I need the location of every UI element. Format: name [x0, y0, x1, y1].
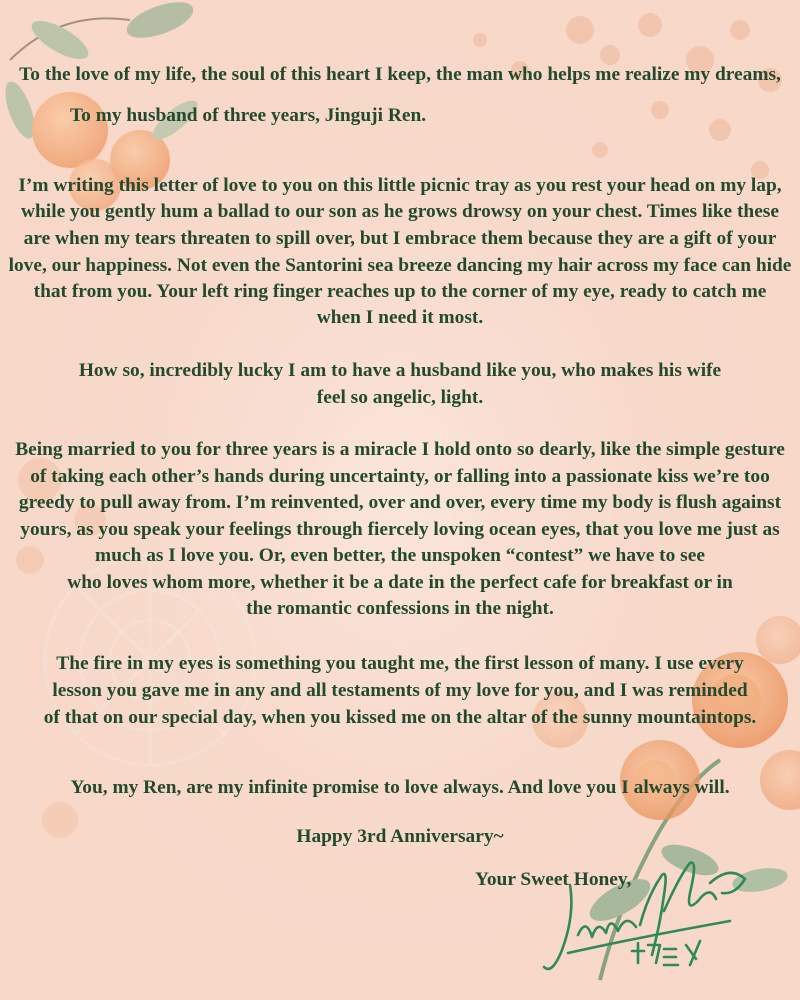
paragraph-1-line-1: I’m writing this letter of love to you on this little picnic tray as you rest your head on my lap,	[18, 175, 782, 196]
paragraph-2-line-2: feel so angelic, light.	[316, 387, 484, 408]
paragraph-4-line-2: lesson you gave me in any and all testaments of my love for you, and I was reminded	[52, 680, 748, 701]
paragraph-3-line-6: who loves whom more, whether it be a date in the perfect cafe for breakfast or in	[67, 572, 733, 593]
paragraph-3-line-7: the romantic confessions in the night.	[246, 598, 554, 619]
salutation-line-1: To the love of my life, the soul of this heart I keep, the man who helps me realize my dreams,	[19, 64, 781, 85]
paragraph-1-line-4: love, our happiness. Not even the Santorini sea breeze dancing my hair across my face can hide	[8, 255, 792, 276]
paragraph-3-line-3: greedy to pull away from. I’m reinvented, over and over, every time my body is flush against	[18, 492, 782, 513]
paragraph-4-line-3: of that on our special day, when you kissed me on the altar of the sunny mountaintops.	[43, 707, 757, 728]
paragraph-5-line-1: You, my Ren, are my infinite promise to love always. And love you I always will.	[70, 777, 730, 798]
paragraph-4-line-1: The fire in my eyes is something you taught me, the first lesson of many. I use every	[56, 653, 744, 674]
handwritten-signature	[540, 855, 750, 980]
paragraph-1-line-3: are when my tears threaten to spill over, but I embrace them because they are a gift of your	[23, 228, 777, 249]
salutation-line-2: To my husband of three years, Jinguji Ren.	[70, 105, 427, 126]
paragraph-3-line-1: Being married to you for three years is a miracle I hold onto so dearly, like the simple gesture	[15, 439, 785, 460]
paragraph-3-line-2: of taking each other’s hands during uncertainty, or falling into a passionate kiss we’re too	[30, 466, 770, 487]
closing-line: Happy 3rd Anniversary~	[296, 826, 504, 847]
paragraph-1-line-2: while you gently hum a ballad to our son as he grows drowsy on your chest. Times like these	[21, 201, 779, 222]
paragraph-3-line-4: yours, as you speak your feelings through fiercely loving ocean eyes, that you love me just as	[20, 519, 780, 540]
paragraph-3-line-5: much as I love you. Or, even better, the unspoken “contest” we have to see	[95, 545, 705, 566]
paragraph-2-line-1: How so, incredibly lucky I am to have a husband like you, who makes his wife	[78, 360, 722, 381]
paragraph-1-line-6: when I need it most.	[316, 307, 484, 328]
signoff-line: Your Sweet Honey,	[475, 869, 632, 890]
paragraph-1-line-5: that from you. Your left ring finger reaches up to the corner of my eye, ready to catch me	[33, 281, 767, 302]
